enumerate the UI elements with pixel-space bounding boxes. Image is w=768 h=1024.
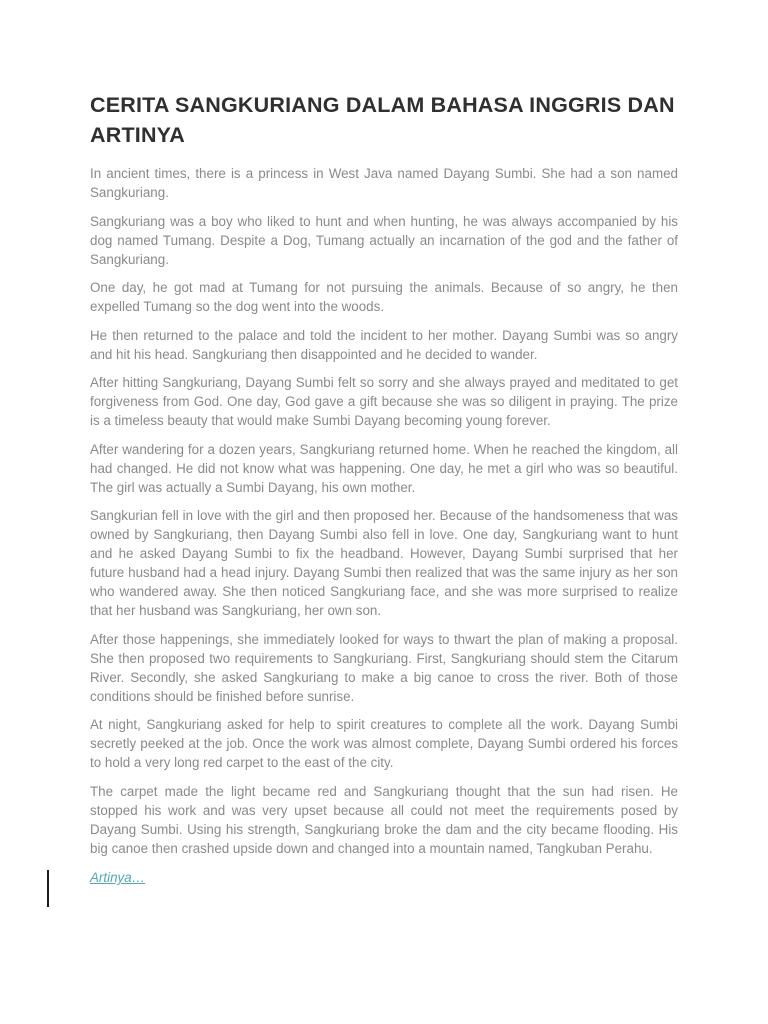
story-paragraph: Sangkurian fell in love with the girl and then proposed her. Because of the handsomeness that was owned by Sangkuriang, then Dayang Sumbi also fell in love. One day, Sangkuriang want to hunt and he asked Dayang Sumbi to fix the headband. However, Dayang Sumbi surprised that her future husband had a head injury. Dayang Sumbi then realized that was the same injury as her son who wandered away. She then noticed Sangkuriang face, and she was more surprised to realize that her husband was Sangkuriang, her own son. [90,508,678,618]
artinya-link[interactable]: Artinya… [90,870,146,885]
document-title: CERITA SANGKURIANG DALAM BAHASA INGGRIS DAN ARTINYA [90,93,675,147]
story-paragraph: After hitting Sangkuriang, Dayang Sumbi felt so sorry and she always prayed and meditated to get forgiveness from God. One day, God gave a gift because she was so diligent in praying. The prize is a timeless beauty that would make Sumbi Dayang becoming young forever. [90,375,678,428]
story-paragraph: He then returned to the palace and told the incident to her mother. Dayang Sumbi was so angry and hit his head. Sangkuriang then disappointed and he decided to wander. [90,327,678,362]
story-paragraph: At night, Sangkuriang asked for help to spirit creatures to complete all the work. Dayang Sumbi secretly peeked at the job. Once the work was almost complete, Dayang Sumbi ordered his forces to hold a very long red carpet to the east of the city. [90,717,678,770]
story-paragraph: Sangkuriang was a boy who liked to hunt and when hunting, he was always accompanied by his dog named Tumang. Despite a Dog, Tumang actually an incarnation of the god and the father of Sangkuriang. [90,213,678,267]
text-cursor [47,870,49,907]
story-paragraph: The carpet made the light became red and Sangkuriang thought that the sun had risen. He stopped his work and was very upset because all could not meet the requirements posed by Dayang Sumbi. Using his strength, Sangkuriang broke the dam and the city became flooding. His big canoe then crashed upside down and changed into a mountain named, Tangkuban Perahu. [90,783,678,856]
story-body [90,164,678,858]
story-paragraph: After those happenings, she immediately looked for ways to thwart the plan of making a proposal. She then proposed two requirements to Sangkuriang. First, Sangkuriang should stem the Citarum River. Secondly, she asked Sangkuriang to make a big canoe to cross the river. Both of those conditions should be finished before sunrise. [90,631,678,704]
document-page [90,90,678,887]
story-paragraph: One day, he got mad at Tumang for not pursuing the animals. Because of so angry, he then expelled Tumang so the dog went into the woods. [90,280,678,314]
story-paragraph: After wandering for a dozen years, Sangkuriang returned home. When he reached the kingdom, all had changed. He did not know what was happening. One day, he met a girl who was so beautiful. The girl was actually a Sumbi Dayang, his own mother. [90,441,678,495]
story-paragraph: In ancient times, there is a princess in West Java named Dayang Sumbi. She had a son named Sangkuriang. [90,166,678,200]
